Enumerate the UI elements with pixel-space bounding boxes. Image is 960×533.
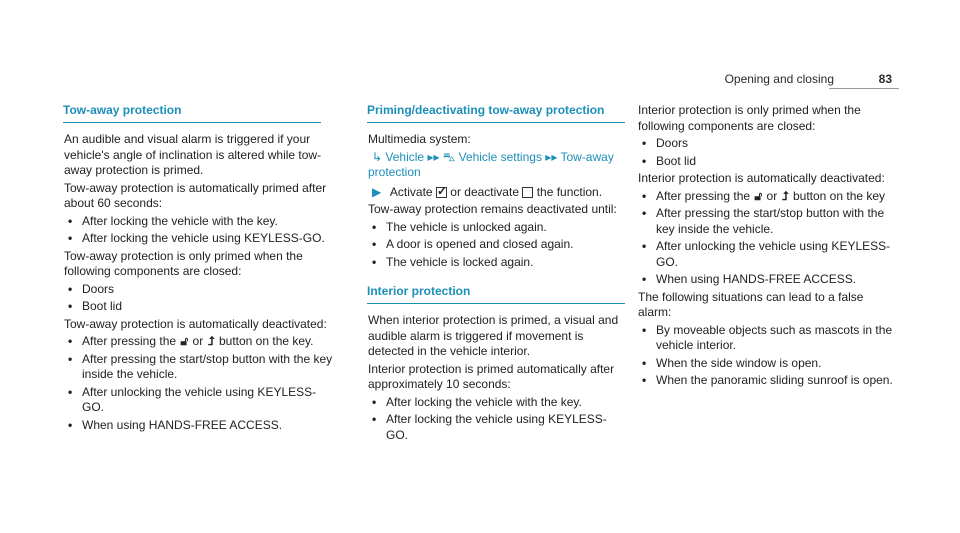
list-item: • After locking the vehicle with the key. xyxy=(367,395,621,411)
list-item: • After locking the vehicle with the key. xyxy=(63,214,333,230)
unlock-key-icon: 🔓︎ xyxy=(754,188,763,203)
step-triangle-icon: ▸▸ xyxy=(545,149,558,164)
column-priming xyxy=(367,103,621,445)
deactivation-list xyxy=(63,334,333,433)
list-item: • Doors xyxy=(63,282,333,298)
nav-arrow-icon: ↳ xyxy=(372,149,383,164)
paragraph: Multimedia system: xyxy=(368,132,471,146)
instruction: ▶ Activate ✓ or deactivate the function. xyxy=(367,185,621,201)
paragraph: Tow-away protection is only primed when the following components are closed: xyxy=(64,248,303,278)
components-list xyxy=(637,136,899,169)
paragraph: An audible and visual alarm is triggered if your vehicle's angle of inclination is altered while tow-away protection is primed. xyxy=(64,132,322,177)
unlock-key-icon: 🔓︎ xyxy=(180,334,189,348)
car-menu-icon: ⛍ xyxy=(442,149,456,164)
list-item: • After pressing the 🔓︎ or ⮥ button on the key xyxy=(637,189,899,205)
list-item: • After pressing the 🔓︎ or ⮥ button on the key. xyxy=(63,334,333,350)
deactivation-list xyxy=(637,189,899,288)
heading-rule xyxy=(367,122,625,123)
interior-primed-list xyxy=(367,395,621,444)
list-item: • After locking the vehicle using KEYLESS-GO. xyxy=(367,412,621,443)
paragraph: Interior protection is automatically deactivated: xyxy=(638,171,885,185)
heading-rule xyxy=(367,303,625,304)
list-item: • After unlocking the vehicle using KEYLESS-GO. xyxy=(637,239,899,270)
components-list xyxy=(63,282,333,315)
paragraph: Tow-away protection is automatically deactivated: xyxy=(64,316,327,331)
list-item: • When the side window is open. xyxy=(637,356,899,372)
heading-interior: Interior protection xyxy=(367,284,471,298)
checkbox-checked-icon[interactable] xyxy=(436,187,447,198)
list-item: • Doors xyxy=(637,136,899,152)
paragraph: The following situations can lead to a false alarm: xyxy=(638,289,864,319)
list-item: • Boot lid xyxy=(637,154,899,170)
boot-lid-key-icon: ⮥ xyxy=(207,334,215,348)
page-number: 83 xyxy=(878,72,892,86)
list-item: • Boot lid xyxy=(63,299,333,315)
list-item: • The vehicle is unlocked again. xyxy=(367,220,621,236)
heading-priming: Priming/deactivating tow-away protection xyxy=(367,103,605,117)
step-triangle-icon: ▸▸ xyxy=(427,149,440,164)
paragraph: Tow-away protection remains deactivated until: xyxy=(368,202,617,216)
list-item: • After locking the vehicle using KEYLESS-GO. xyxy=(63,231,333,247)
menu-vehicle[interactable]: Vehicle xyxy=(385,149,425,164)
paragraph: Interior protection is only primed when the following components are closed: xyxy=(638,103,861,133)
primed-list xyxy=(63,214,333,247)
paragraph: Tow-away protection is automatically primed after about 60 seconds: xyxy=(64,180,327,210)
paragraph: When interior protection is primed, a visual and audible alarm is triggered if movement is detected in the vehicle interior. xyxy=(368,313,619,358)
list-item: • When the panoramic sliding sunroof is open. xyxy=(637,373,899,389)
heading-rule xyxy=(63,122,321,123)
action-arrow-icon: ▶ xyxy=(372,184,382,199)
list-item: • The vehicle is locked again. xyxy=(367,255,621,271)
list-item: • After pressing the start/stop button with the key inside the vehicle. xyxy=(63,352,333,383)
list-item: • By moveable objects such as mascots in the vehicle interior. xyxy=(637,323,899,354)
header-rule xyxy=(829,88,899,89)
menu-vehicle-settings[interactable]: Vehicle settings xyxy=(458,149,542,164)
menu-path xyxy=(367,150,621,181)
paragraph: Interior protection is primed automatically after approximately 10 seconds: xyxy=(368,361,615,391)
menu-tow-away[interactable]: Tow-away protection xyxy=(368,149,614,179)
until-list xyxy=(367,220,621,271)
checkbox-empty-icon[interactable] xyxy=(522,187,533,198)
list-item: • When using HANDS-FREE ACCESS. xyxy=(63,418,333,434)
column-interior-cont xyxy=(637,103,899,391)
column-tow-away xyxy=(63,103,333,435)
list-item: • When using HANDS-FREE ACCESS. xyxy=(637,272,899,288)
list-item: • After unlocking the vehicle using KEYLESS-GO. xyxy=(63,385,333,416)
heading-tow-away: Tow-away protection xyxy=(63,103,182,117)
list-item: • After pressing the start/stop button with the key inside the vehicle. xyxy=(637,206,899,237)
boot-lid-key-icon: ⮥ xyxy=(781,188,789,203)
list-item: • A door is opened and closed again. xyxy=(367,237,621,253)
false-alarm-list xyxy=(637,323,899,389)
section-title: Opening and closing xyxy=(724,72,834,86)
